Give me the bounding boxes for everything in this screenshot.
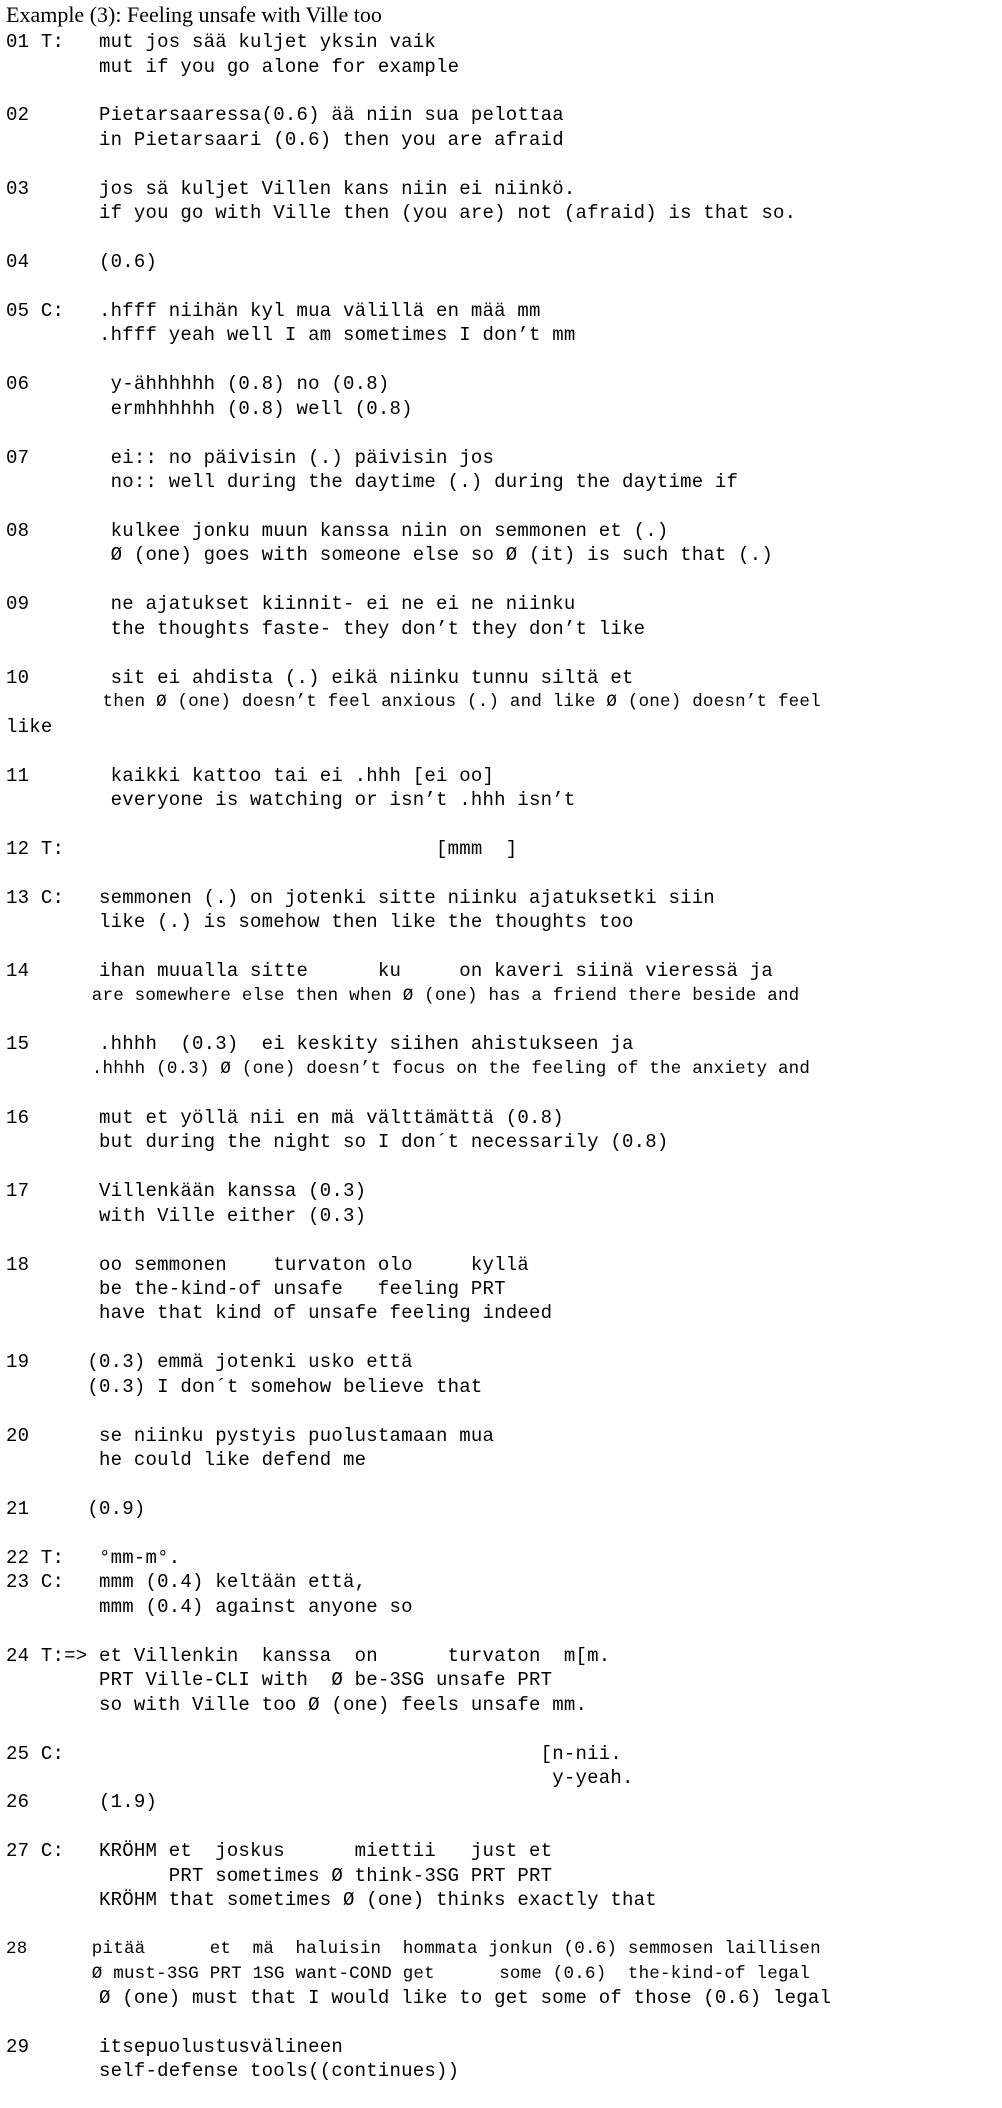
transcript-line: 20 se niinku pystyis puolustamaan mua — [6, 1424, 495, 1447]
transcript-line: 15 .hhhh (0.3) ei keskity siihen ahistukseen ja — [6, 1033, 634, 1056]
transcript-line: 26 (1.9) — [6, 1791, 158, 1814]
transcript-line: like (.) is somehow then like the thoughts too — [6, 911, 634, 934]
transcript-line: 08 kulkee jonku muun kanssa niin on semmonen et (.) — [6, 520, 669, 542]
transcript-line: 28 pitää et mä haluisin hommata jonkun (0.6) semmosen laillisen — [6, 1939, 821, 1960]
transcript-line: .hhhh (0.3) Ø (one) doesn’t focus on the feeling of the anxiety and — [6, 1058, 811, 1079]
transcript-line: 18 oo semmonen turvaton olo kyllä — [6, 1253, 529, 1276]
transcript-line: 06 y-ähhhhhh (0.8) no (0.8) — [6, 373, 390, 396]
transcript-line: but during the night so I don´t necessarily (0.8) — [6, 1131, 669, 1154]
transcript-line: 10 sit ei ahdista (.) eikä niinku tunnu siltä et — [6, 666, 634, 689]
transcript-line: .hfff yeah well I am sometimes I don’t mm — [6, 324, 576, 347]
transcript-line: 23 C: mmm (0.4) keltään että, — [6, 1571, 367, 1594]
transcript-line: 05 C: .hfff niihän kyl mua välillä en mää mm — [6, 299, 541, 322]
transcript-line: 17 Villenkään kanssa (0.3) — [6, 1180, 367, 1203]
transcript-line: PRT sometimes Ø think-3SG PRT PRT — [6, 1864, 553, 1887]
transcript-line: be the-kind-of unsafe feeling PRT — [6, 1278, 506, 1300]
transcript-line: 04 (0.6) — [6, 251, 158, 273]
transcript-line: ermhhhhhh (0.8) well (0.8) — [6, 397, 413, 420]
transcript-line: he could like defend me — [6, 1449, 367, 1472]
transcript-line: self-defense tools((continues)) — [6, 2060, 460, 2083]
transcript-line: 21 (0.9) — [6, 1498, 146, 1520]
transcript-line: 27 C: KRÖHM et joskus miettii just et — [6, 1840, 553, 1863]
transcript-line: in Pietarsaari (0.6) then you are afraid — [6, 128, 564, 151]
transcript-line: 01 T: mut jos sää kuljet yksin vaik — [6, 31, 437, 53]
transcript-line: Ø (one) must that I would like to get some of those (0.6) legal — [6, 1987, 832, 2009]
example-title: Example (3): Feeling unsafe with Ville too — [6, 2, 382, 27]
transcript-line: 25 C: [n-nii. — [6, 1742, 622, 1765]
transcript-line: everyone is watching or isn’t .hhh isn’t — [6, 788, 576, 811]
transcript-line: like — [6, 715, 53, 738]
transcript-line: have that kind of unsafe feeling indeed — [6, 1302, 553, 1325]
transcript-line: 29 itsepuolustusvälineen — [6, 2035, 344, 2058]
transcript-line: mut if you go alone for example — [6, 55, 460, 78]
transcript-line: Ø must-3SG PRT 1SG want-COND get some (0.6) the-kind-of legal — [6, 1963, 811, 1984]
transcript-line: 11 kaikki kattoo tai ei .hhh [ei oo] — [6, 764, 495, 787]
transcript-line: 09 ne ajatukset kiinnit- ei ne ei ne niinku — [6, 593, 576, 616]
transcript-line: 03 jos sä kuljet Villen kans niin ei niinkö. — [6, 177, 576, 200]
transcript-line: y-yeah. — [6, 1767, 634, 1789]
transcript-line: 14 ihan muualla sitte ku on kaveri siinä vieressä ja — [6, 960, 774, 983]
transcript-line: are somewhere else then when Ø (one) has a friend there beside and — [6, 985, 800, 1006]
transcript-line: 12 T: [mmm ] — [6, 837, 518, 860]
transcript-line: so with Ville too Ø (one) feels unsafe mm. — [6, 1693, 588, 1716]
transcript-line: 24 T:=> et Villenkin kanssa on turvaton m[m. — [6, 1644, 611, 1667]
transcript-line: no:: well during the daytime (.) during the daytime if — [6, 471, 739, 494]
transcript-line: Ø (one) goes with someone else so Ø (it) is such that (.) — [6, 544, 774, 567]
transcript-line: 07 ei:: no päivisin (.) päivisin jos — [6, 446, 495, 469]
transcript-line: mmm (0.4) against anyone so — [6, 1595, 413, 1618]
transcript-line: (0.3) I don´t somehow believe that — [6, 1375, 483, 1398]
transcript-line: the thoughts faste- they don’t they don’t like — [6, 617, 646, 640]
transcript-line: 16 mut et yöllä nii en mä välttämättä (0.8) — [6, 1106, 564, 1129]
transcript-line: 13 C: semmonen (.) on jotenki sitte niinku ajatuksetki siin — [6, 886, 715, 909]
transcript-line: PRT Ville-CLI with Ø be-3SG unsafe PRT — [6, 1669, 553, 1692]
transcript-line: with Ville either (0.3) — [6, 1204, 367, 1227]
transcript-line: 02 Pietarsaaressa(0.6) ää niin sua pelottaa — [6, 104, 564, 127]
transcript-line: KRÖHM that sometimes Ø (one) thinks exactly that — [6, 1889, 657, 1912]
transcript-line: then Ø (one) doesn’t feel anxious (.) and like Ø (one) doesn’t feel — [6, 692, 821, 713]
transcript-line: 22 T: °mm-m°. — [6, 1546, 181, 1569]
transcript-line: 19 (0.3) emmä jotenki usko että — [6, 1351, 413, 1374]
transcript-line: if you go with Ville then (you are) not (afraid) is that so. — [6, 202, 797, 225]
